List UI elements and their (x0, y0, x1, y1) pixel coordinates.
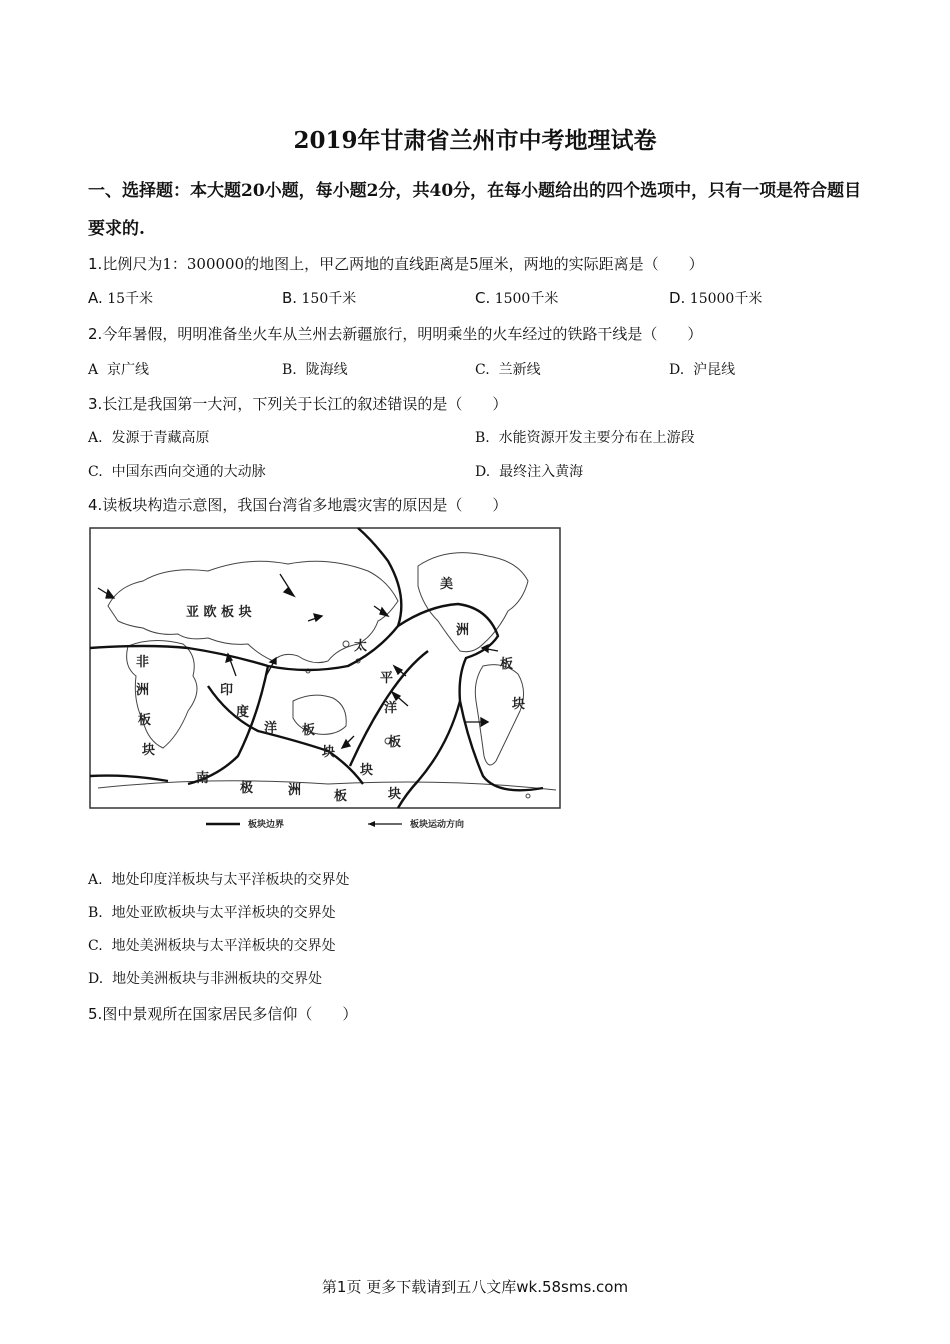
america-label-1: 美 (440, 577, 454, 592)
eurasia-label: 亚 欧 板 块 (186, 605, 252, 620)
page-title: 2019年甘肃省兰州市中考地理试卷 (293, 127, 657, 154)
question-number: 3. (88, 395, 103, 413)
plate-tectonics-map (88, 526, 564, 836)
continent-outlines (98, 553, 556, 798)
africa-label-1: 非 (136, 655, 150, 670)
question-number: 5. (88, 1005, 103, 1023)
q4-option-a[interactable]: A. 地处印度洋板块与太平洋板块的交界处 (88, 872, 350, 888)
map-frame (90, 528, 560, 808)
indian-label-3: 洋 (264, 721, 278, 736)
q4-option-c[interactable]: C. 地处美洲板块与太平洋板块的交界处 (88, 938, 336, 954)
boundary-legend-label: 板块边界 (248, 820, 285, 830)
q3-option-d[interactable]: D. 最终注入黄海 (475, 464, 584, 480)
question-4 (88, 494, 507, 515)
q1-option-d[interactable]: D. 15000千米 (669, 289, 763, 307)
q1-option-c[interactable]: C. 1500千米 (475, 289, 559, 307)
america-label-3: 板 (500, 657, 514, 672)
pacific-label-2: 平 (380, 671, 394, 686)
question-text: 比例尺为1：300000的地图上，甲乙两地的直线距离是5厘米，两地的实际距离是（ ） (102, 255, 704, 273)
footer-prefix: 第 (321, 1278, 337, 1296)
pacific-label-4: 板 (388, 735, 402, 750)
q4-option-d[interactable]: D. 地处美洲板块与非洲板块的交界处 (88, 971, 323, 987)
question-text: 今年暑假，明明准备坐火车从兰州去新疆旅行，明明乘坐的火车经过的铁路干线是（ ） (102, 325, 703, 343)
antarctic-label-2: 极 (240, 781, 254, 796)
footer-page-number: 1 (336, 1278, 347, 1296)
america-label-2: 洲 (456, 623, 470, 638)
q4-option-b[interactable]: B. 地处亚欧板块与太平洋板块的交界处 (88, 905, 336, 921)
pacific-label-3: 洋 (384, 701, 398, 716)
q3-option-c[interactable]: C. 中国东西向交通的大动脉 (88, 464, 266, 480)
question-2 (88, 323, 702, 344)
map-legend (206, 818, 464, 830)
question-3 (88, 393, 507, 414)
question-number: 1. (88, 255, 103, 273)
indian-label-5: 块 (322, 745, 336, 760)
question-text: 读板块构造示意图，我国台湾省多地震灾害的原因是（ ） (102, 496, 508, 514)
question-1 (88, 253, 704, 274)
q2-option-a[interactable]: A 京广线 (88, 362, 150, 378)
question-number: 4. (88, 496, 103, 514)
antarctic-label-4: 板 (334, 789, 348, 804)
pacific-label-5: 块 (360, 763, 374, 778)
plate-labels (136, 576, 525, 804)
pacific-label-1: 太 (354, 639, 368, 654)
section-heading: 一、选择题：本大题20小题，每小题2分，共40分，在每小题给出的四个选项中，只有一项是符合题目要求的. (88, 181, 862, 239)
antarctic-label-3: 洲 (288, 783, 302, 798)
footer-site-link[interactable]: wk.58sms.com (516, 1278, 629, 1296)
indian-label-1: 印 (220, 683, 234, 698)
question-text: 长江是我国第一大河，下列关于长江的叙述错误的是（ ） (102, 395, 508, 413)
plate-boundaries (90, 528, 543, 808)
question-5 (88, 1003, 357, 1024)
motion-arrows (98, 574, 498, 748)
indian-label-4: 板 (302, 723, 316, 738)
america-label-4: 块 (512, 697, 526, 712)
question-number: 2. (88, 325, 103, 343)
africa-label-3: 板 (138, 713, 152, 728)
africa-label-4: 块 (142, 743, 156, 758)
direction-legend-label: 板块运动方向 (410, 820, 465, 830)
antarctic-label-5: 块 (388, 787, 402, 802)
q3-option-b[interactable]: B. 水能资源开发主要分布在上游段 (475, 430, 695, 446)
indian-label-2: 度 (236, 705, 250, 720)
africa-label-2: 洲 (136, 683, 150, 698)
q2-option-c[interactable]: C. 兰新线 (475, 362, 541, 378)
q1-option-b[interactable]: B. 150千米 (282, 289, 357, 307)
footer-middle: 页 更多下载请到五八文库 (346, 1278, 517, 1296)
question-text: 图中景观所在国家居民多信仰（ ） (102, 1005, 358, 1023)
q2-option-d[interactable]: D. 沪昆线 (669, 362, 736, 378)
page-footer (0, 1276, 950, 1297)
q1-option-a[interactable]: A. 15千米 (88, 289, 154, 307)
q2-option-b[interactable]: B. 陇海线 (282, 362, 348, 378)
q3-option-a[interactable]: A. 发源于青藏高原 (88, 430, 210, 446)
antarctic-label-1: 南 (196, 771, 210, 786)
